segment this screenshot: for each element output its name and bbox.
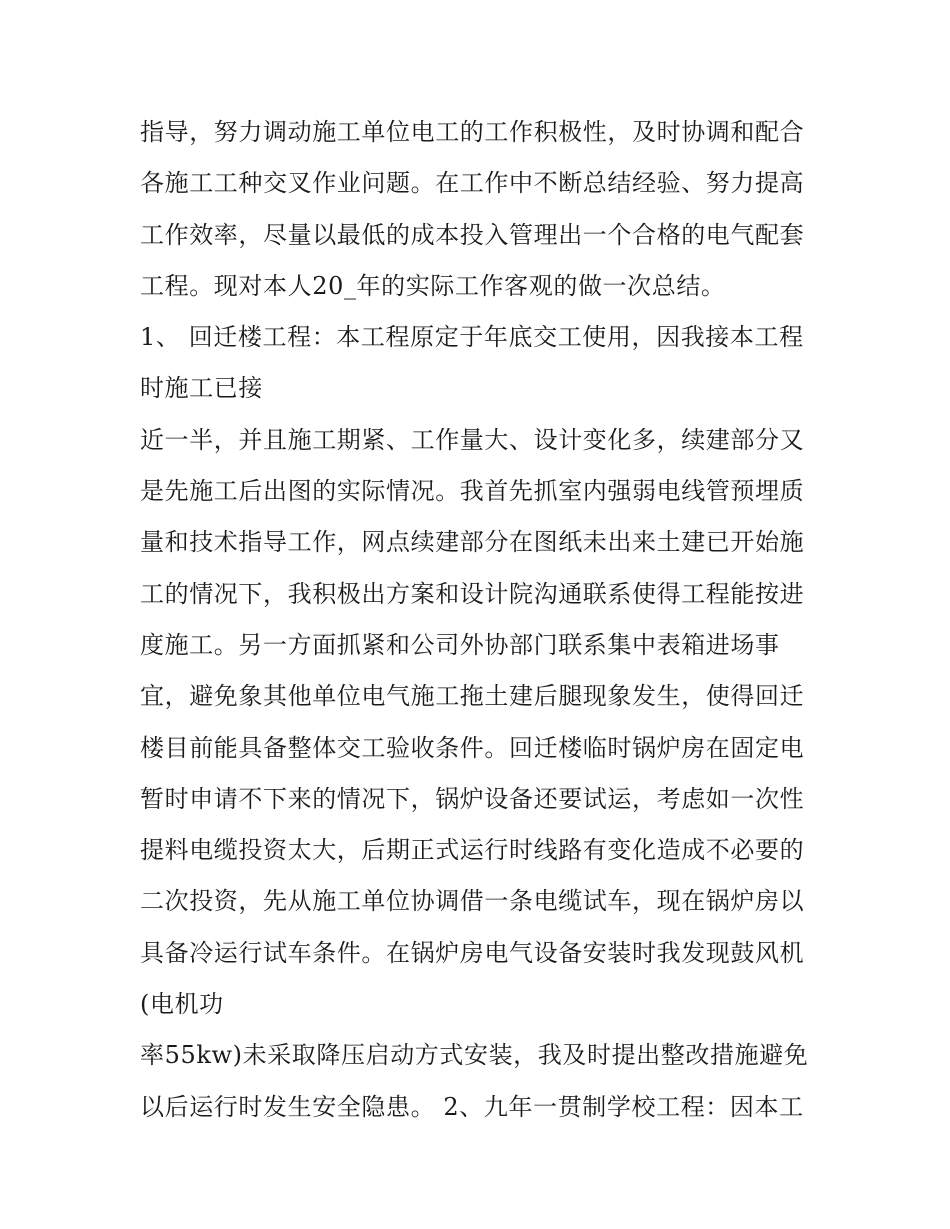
text-line: 是先施工后出图的实际情况。我首先抓室内强弱电线管预埋质	[140, 477, 805, 506]
text-line: 具备冷运行试车条件。在锅炉房电气设备安装时我发现鼓风机	[140, 938, 805, 967]
text-line: 楼目前能具备整体交工验收条件。回迁楼临时锅炉房在固定电	[140, 733, 805, 762]
text-line: 工的情况下，我积极出方案和设计院沟通联系使得工程能按进	[140, 579, 805, 608]
text-line: 指导，努力调动施工单位电工的工作积极性，及时协调和配合	[140, 118, 805, 146]
text-line: 近一半，并且施工期紧、工作量大、设计变化多，续建部分又	[140, 425, 805, 454]
text-line: 度施工。另一方面抓紧和公司外协部门联系集中表箱进场事	[140, 630, 780, 659]
text-line: 量和技术指导工作，网点续建部分在图纸未出来土建已开始施	[140, 528, 805, 557]
text-line: 以后运行时发生安全隐患。 2、九年一贯制学校工程：因本工	[140, 1092, 804, 1121]
text-line: 宜，避免象其他单位电气施工拖土建后腿现象发生，使得回迁	[140, 682, 805, 711]
body-text	[140, 107, 820, 1133]
text-line: (电机功	[140, 990, 224, 1019]
text-line: 时施工已接	[140, 374, 263, 403]
text-line: 工程。现对本人20_年的实际工作客观的做一次总结。	[140, 271, 726, 300]
text-line: 各施工工种交叉作业问题。在工作中不断总结经验、努力提高	[140, 169, 805, 198]
text-line: 提料电缆投资太大，后期正式运行时线路有变化造成不必要的	[140, 836, 805, 865]
text-line: 工作效率，尽量以最低的成本投入管理出一个合格的电气配套	[140, 220, 805, 249]
text-line: 率55kw)未采取降压启动方式安装，我及时提出整改措施避免	[140, 1041, 809, 1070]
text-line: 二次投资，先从施工单位协调借一条电缆试车，现在锅炉房以	[140, 887, 805, 916]
text-line: 1、 回迁楼工程：本工程原定于年底交工使用，因我接本工程	[140, 323, 804, 352]
text-line: 暂时申请不下来的情况下，锅炉设备还要试运，考虑如一次性	[140, 784, 805, 813]
